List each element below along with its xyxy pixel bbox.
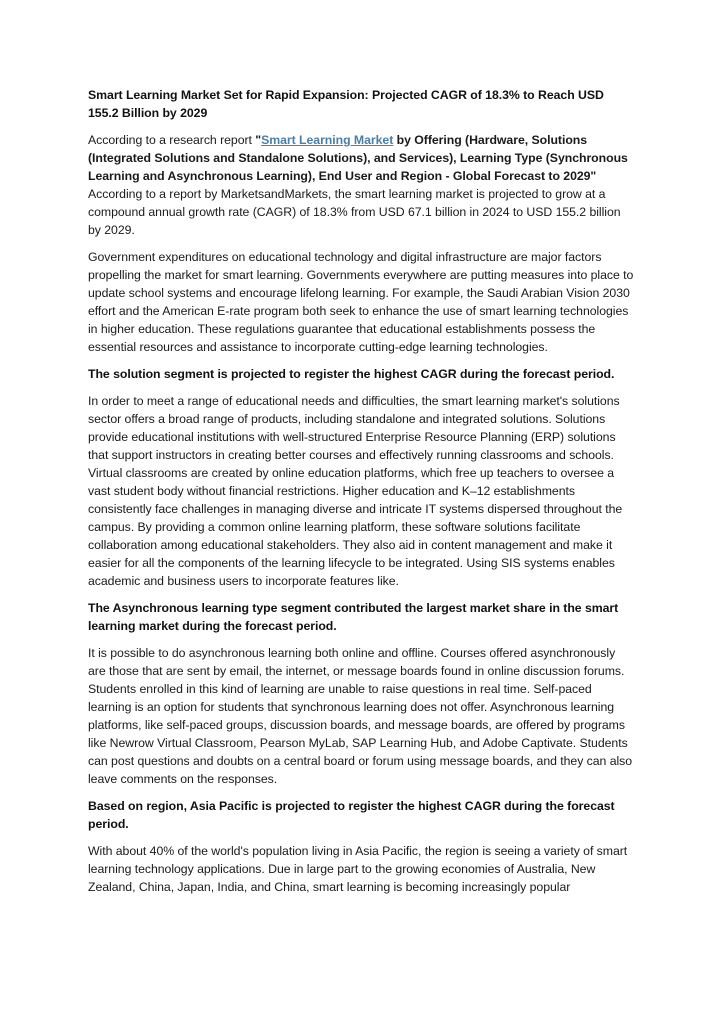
- intro-rest: According to a report by MarketsandMarkets, the smart learning market is projected to grow at a compound annual growth rate (CAGR) of 18.3% from USD 67.1 billion in 2024 to USD 155.2 billion by 2029.: [88, 187, 621, 237]
- intro-paragraph: [88, 131, 636, 239]
- document-page: [88, 86, 636, 905]
- region-paragraph: With about 40% of the world's population living in Asia Pacific, the region is seeing a variety of smart learning technology applications. Due in large part to the growing economies of Australia, New Zealand, China, Japan, India, and China, smart learning is becoming increasingly popular: [88, 844, 628, 894]
- async-paragraph: It is possible to do asynchronous learning both online and offline. Courses offered asynchronously are those that are sent by email, the internet, or message boards found in online discussion forums. Students enrolled in this kind of learning are unable to raise questions in real time. Self-paced learning is an option for students that synchronous learning does not offer. Asynchronous learning platforms, like self-paced groups, discussion boards, and message boards, are offered by programs like Newrow Virtual Classroom, Pearson MyLab, SAP Learning Hub, and Adobe Captivate. Students can post questions and doubts on a central board or forum using message boards, and they can also leave comments on the responses.: [88, 646, 633, 786]
- async-heading: The Asynchronous learning type segment contributed the largest market share in the smart learning market during the forecast period.: [88, 601, 619, 633]
- government-paragraph: Government expenditures on educational technology and digital infrastructure are major factors propelling the market for smart learning. Governments everywhere are putting measures into place to update school systems and encourage lifelong learning. For example, the Saudi Arabian Vision 2030 effort and the American E-rate program both seek to enhance the use of smart learning technologies in higher education. These regulations guarantee that educational establishments possess the essential resources and assistance to incorporate cutting-edge learning technologies.: [88, 250, 634, 354]
- report-full-title: by Offering (Hardware, Solutions (Integrated Solutions and Standalone Solutions), and Services), Learning Type (Synchronous Learning and Asynchronous Learning), End User and Region - Global Forecast to 2029": [88, 133, 628, 183]
- document-title: Smart Learning Market Set for Rapid Expansion: Projected CAGR of 18.3% to Reach USD 155.2 Billion by 2029: [88, 88, 604, 120]
- report-link[interactable]: Smart Learning Market: [261, 133, 394, 147]
- solution-heading: The solution segment is projected to register the highest CAGR during the forecast period.: [88, 367, 615, 381]
- solution-paragraph: In order to meet a range of educational needs and difficulties, the smart learning market's solutions sector offers a broad range of products, including standalone and integrated solutions. Solutions provide educational institutions with well-structured Enterprise Resource Planning (ERP) solutions that support instructors in creating better courses and effectively running classrooms and schools. Virtual classrooms are created by online education platforms, which free up teachers to oversee a vast student body without financial restrictions. Higher education and K–12 establishments consistently face challenges in managing diverse and intricate IT systems dispersed throughout the campus. By providing a common online learning platform, these software solutions facilitate collaboration among educational stakeholders. They also aid in content management and make it easier for all the components of the learning lifecycle to be integrated. Using SIS systems enables academic and business users to incorporate features like.: [88, 394, 623, 588]
- intro-open-quote: ": [255, 133, 262, 147]
- intro-prefix: According to a research report: [88, 133, 256, 147]
- region-heading: Based on region, Asia Pacific is projected to register the highest CAGR during the forecast period.: [88, 799, 615, 831]
